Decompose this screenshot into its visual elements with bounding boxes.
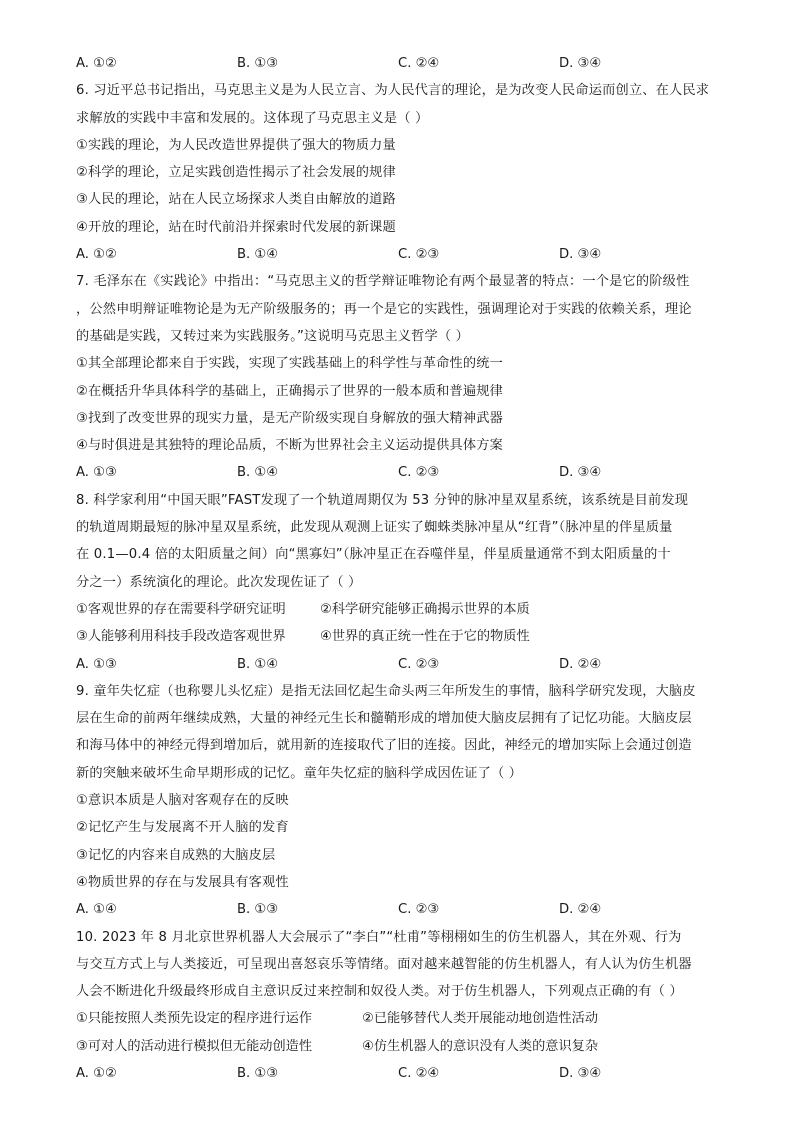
question-stem-line: 10. 2023 年 8 月北京世界机器人大会展示了“李白”“杜甫”等栩栩如生的仿生机器人，其在外观、行为 bbox=[76, 929, 682, 945]
q6-options bbox=[76, 241, 734, 268]
statement-row bbox=[76, 623, 734, 650]
statement: ③找到了改变世界的现实力量，是无产阶级实现自身解放的强大精神武器 bbox=[76, 410, 504, 426]
question-stem-line: 在 0.1—0.4 倍的太阳质量之间）向“黑寡妇”（脉冲星正在吞噬伴星，伴星质量通常不到太阳质量的十 bbox=[76, 547, 671, 563]
q10-options bbox=[76, 1060, 734, 1087]
option-a[interactable]: A. ①③ bbox=[76, 656, 117, 672]
statement: ①实践的理论，为人民改造世界提供了强大的物质力量 bbox=[76, 137, 396, 153]
question-7 bbox=[76, 268, 734, 486]
question-stem-line: 的轨道周期最短的脉冲星双星系统，此发现从观测上证实了蜘蛛类脉冲星从“红背”（脉冲星的伴星质量 bbox=[76, 520, 673, 536]
option-b[interactable]: B. ①③ bbox=[237, 56, 279, 71]
statement: ③可对人的活动进行模拟但无能动创造性 bbox=[76, 1038, 313, 1054]
question-stem-line: 层在生命的前两年继续成熟，大量的神经元生长和髓鞘形成的增加使大脑皮层拥有了记忆功能。大脑皮层 bbox=[76, 711, 692, 727]
question-stem-line: 与交互方式上与人类接近，可呈现出喜怒哀乐等情绪。面对越来越智能的仿生机器人，有人认为仿生机器 bbox=[76, 956, 692, 972]
option-d[interactable]: D. ③④ bbox=[559, 465, 602, 481]
statement: ②在概括升华具体科学的基础上，正确揭示了世界的一般本质和普遍规律 bbox=[76, 383, 504, 399]
option-d[interactable]: D. ③④ bbox=[559, 247, 602, 263]
option-d[interactable]: D. ③④ bbox=[559, 1065, 602, 1081]
question-stem-line: 新的突触来破坏生命早期形成的记忆。童年失忆症的脑科学成因佐证了（ ） bbox=[76, 765, 523, 781]
option-a[interactable]: A. ①② bbox=[76, 56, 117, 71]
option-a[interactable]: A. ①③ bbox=[76, 465, 117, 481]
option-b[interactable]: B. ①③ bbox=[237, 1065, 279, 1081]
q5-options bbox=[76, 50, 734, 77]
statement-row bbox=[76, 1005, 734, 1032]
statement: ①只能按照人类预先设定的程序进行运作 bbox=[76, 1011, 313, 1027]
statement: ④开放的理论，站在时代前沿并探索时代发展的新课题 bbox=[76, 219, 396, 235]
option-c[interactable]: C. ②④ bbox=[398, 56, 440, 71]
question-10 bbox=[76, 924, 734, 1088]
q7-options bbox=[76, 459, 734, 486]
statement: ①客观世界的存在需要科学研究证明 bbox=[76, 601, 286, 617]
question-stem-line: 和海马体中的神经元得到增加后，就用新的连接取代了旧的连接。因此，神经元的增加实际上会通过创造 bbox=[76, 738, 692, 754]
question-stem-line: 人会不断进化升级最终形成自主意识反过来控制和奴役人类。对于仿生机器人，下列观点正确的有（ ） bbox=[76, 984, 683, 1000]
option-c[interactable]: C. ②④ bbox=[398, 1065, 440, 1081]
statement: ④与时俱进是其独特的理论品质，不断为世界社会主义运动提供具体方案 bbox=[76, 438, 504, 454]
question-8 bbox=[76, 487, 734, 678]
question-stem-line: ，公然申明辩证唯物论是为无产阶级服务的；再一个是它的实践性，强调理论对于实践的依赖关系，理论 bbox=[76, 301, 692, 317]
question-stem-line: 的基础是实践，又转过来为实践服务。”这说明马克思主义哲学（ ） bbox=[76, 328, 470, 344]
statement: ④仿生机器人的意识没有人类的意识复杂 bbox=[362, 1038, 599, 1054]
question-stem-line: 7. 毛泽东在《实践论》中指出：“马克思主义的哲学辩证唯物论有两个最显著的特点：一个是它的阶级性 bbox=[76, 274, 690, 290]
option-b[interactable]: B. ①④ bbox=[237, 656, 279, 672]
option-a[interactable]: A. ①② bbox=[76, 1065, 117, 1081]
question-stem-line: 分之一）系统演化的理论。此次发现佐证了（ ） bbox=[76, 574, 362, 590]
option-a[interactable]: A. ①② bbox=[76, 247, 117, 263]
statement: ②科学研究能够正确揭示世界的本质 bbox=[320, 601, 530, 617]
q8-options bbox=[76, 651, 734, 678]
option-d[interactable]: D. ②④ bbox=[559, 902, 602, 918]
statement-row bbox=[76, 596, 734, 623]
statement: ③人民的理论，站在人民立场探求人类自由解放的道路 bbox=[76, 192, 396, 208]
question-stem-line: 8. 科学家利用“中国天眼”FAST发现了一个轨道周期仅为 53 分钟的脉冲星双星系统，该系统是目前发现 bbox=[76, 492, 689, 508]
option-d[interactable]: D. ②④ bbox=[559, 656, 602, 672]
statement: ①意识本质是人脑对客观存在的反映 bbox=[76, 793, 289, 809]
option-b[interactable]: B. ①④ bbox=[237, 247, 279, 263]
statement: ④世界的真正统一性在于它的物质性 bbox=[320, 629, 530, 645]
statement: ②科学的理论，立足实践创造性揭示了社会发展的规律 bbox=[76, 165, 396, 181]
question-stem-line: 求解放的实践中丰富和发展的。这体现了马克思主义是（ ） bbox=[76, 110, 429, 126]
option-a[interactable]: A. ①④ bbox=[76, 902, 117, 918]
option-b[interactable]: B. ①③ bbox=[237, 902, 279, 918]
statement: ③记忆的内容来自成熟的大脑皮层 bbox=[76, 847, 276, 863]
question-9 bbox=[76, 678, 734, 924]
question-6 bbox=[76, 77, 734, 268]
question-stem-line: 9. 童年失忆症（也称婴儿头忆症）是指无法回忆起生命头两三年所发生的事情，脑科学研究发现，大脑皮 bbox=[76, 683, 696, 699]
question-stem-line: 6. 习近平总书记指出，马克思主义是为人民立言、为人民代言的理论，是为改变人民命运而创立、在人民求 bbox=[76, 83, 710, 99]
option-d[interactable]: D. ③④ bbox=[559, 56, 602, 71]
q9-options bbox=[76, 896, 734, 923]
statement: ②已能够替代人类开展能动地创造性活动 bbox=[362, 1011, 599, 1027]
option-c[interactable]: C. ②③ bbox=[398, 247, 440, 263]
statement: ④物质世界的存在与发展具有客观性 bbox=[76, 874, 289, 890]
option-c[interactable]: C. ②③ bbox=[398, 902, 440, 918]
option-b[interactable]: B. ①④ bbox=[237, 465, 279, 481]
statement: ①其全部理论都来自于实践，实现了实践基础上的科学性与革命性的统一 bbox=[76, 356, 504, 372]
option-c[interactable]: C. ②③ bbox=[398, 465, 440, 481]
option-c[interactable]: C. ②③ bbox=[398, 656, 440, 672]
statement-row bbox=[76, 1033, 734, 1060]
statement: ③人能够利用科技手段改造客观世界 bbox=[76, 629, 286, 645]
statement: ②记忆产生与发展离不开人脑的发育 bbox=[76, 820, 289, 836]
